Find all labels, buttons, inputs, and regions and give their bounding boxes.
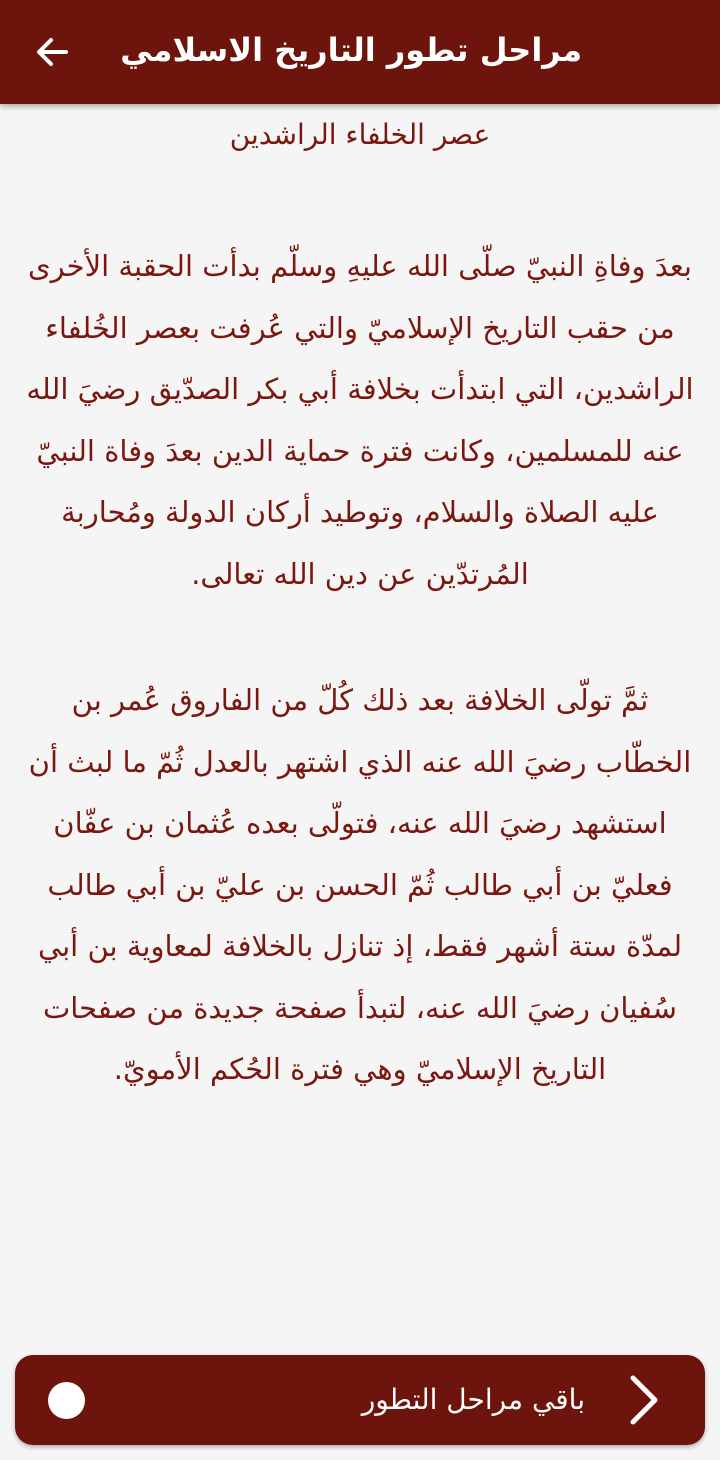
app-bar — [0, 0, 720, 104]
circle-icon — [48, 1382, 85, 1419]
paragraph-2: ثمَّ تولّى الخلافة بعد ذلك كُلّ من الفاروق عُمر بن الخطّاب رضيَ الله عنه الذي اشتهر بالعدل ثُمّ ما لبث أن استشهد رضيَ الله عنه، فتولّى بعده عُثمان بن عفّان فعليّ بن أبي طالب ثُمّ الحسن بن عليّ بن أبي طالب لمدّة ستة أشهر فقط، إذ تنازل بالخلافة لمعاوية بن أبي سُفيان رضيَ الله عنه، لتبدأ صفحة جديدة من صفحات التاريخ الإسلاميّ وهي فترة الحُكم الأمويّ. — [28, 683, 692, 1086]
paragraph-1: بعدَ وفاةِ النبيّ صلّى الله عليهِ وسلّم بدأت الحقبة الأخرى من حقب التاريخ الإسلاميّ والتي عُرفت بعصر الخُلفاء الراشدين، التي ابتدأت بخلافة أبي بكر الصدّيق رضيَ الله عنه للمسلمين، وكانت فترة حماية الدين بعدَ وفاة النبيّ عليه الصلاة والسلام، وتوطيد أركان الدولة ومُحاربة المُرتدّين عن دين الله تعالى. — [26, 249, 694, 591]
section-title: عصر الخلفاء الراشدين — [229, 118, 491, 151]
page-title: مراحل تطور التاريخ الاسلامي — [120, 31, 582, 69]
arrow-left-icon — [34, 34, 70, 70]
back-button[interactable] — [22, 22, 82, 82]
chevron-right-icon — [625, 1372, 665, 1428]
article-content[interactable] — [0, 104, 720, 1344]
more-stages-button[interactable] — [15, 1355, 705, 1445]
more-stages-label: باقي مراحل التطور — [361, 1383, 585, 1416]
